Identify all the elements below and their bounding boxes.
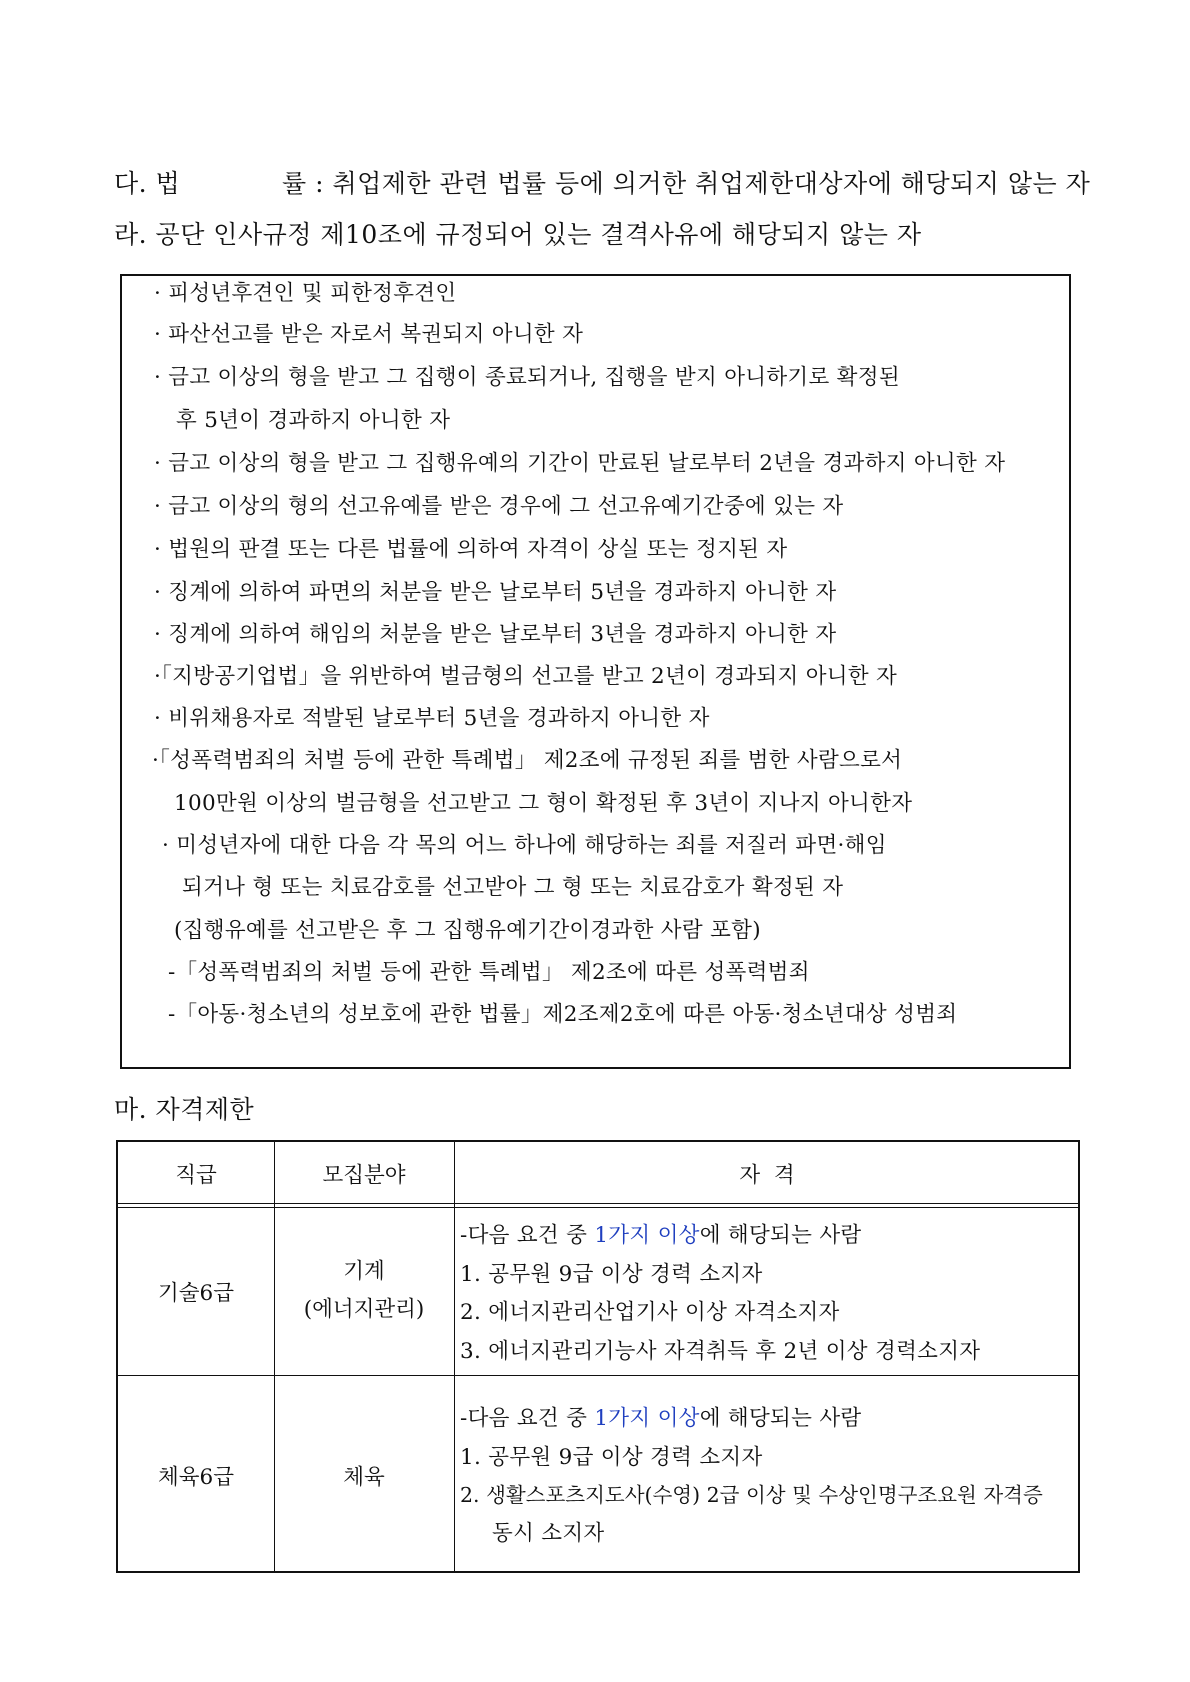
- disqualification-box: [120, 274, 1071, 1069]
- row1-requirement-item: 1. 공무원 9급 이상 경력 소지자: [460, 1262, 763, 1287]
- disqualification-line: · 미성년자에 대한 다음 각 목의 어느 하나에 해당하는 죄를 저질러 파면·해임: [162, 833, 887, 858]
- row1-field: 기계: [343, 1259, 385, 1284]
- row1-requirement-intro: [460, 1218, 861, 1249]
- heading-law-text: 률 : 취업제한 관련 법률 등에 의거한 취업제한대상자에 해당되지 않는 자: [282, 169, 1091, 198]
- disqualification-line: ·「지방공기업법」을 위반하여 벌금형의 선고를 받고 2년이 경과되지 아니한 자: [154, 664, 898, 689]
- qualification-table: [116, 1140, 1080, 1573]
- req-prefix: -다음 요건 중: [460, 1223, 595, 1248]
- disqualification-line: 100만원 이상의 벌금형을 선고받고 그 형이 확정된 후 3년이 지나지 아니한자: [174, 791, 913, 816]
- row2-requirement-item: 1. 공무원 9급 이상 경력 소지자: [460, 1445, 763, 1470]
- row2-field: 체육: [343, 1465, 385, 1490]
- row1-field-sub: (에너지관리): [303, 1297, 425, 1322]
- req-highlight: 1가지 이상: [594, 1406, 700, 1431]
- disqualification-line: 되거나 형 또는 치료감호를 선고받아 그 형 또는 치료감호가 확정된 자: [182, 875, 844, 900]
- req-suffix: 에 해당되는 사람: [699, 1406, 862, 1431]
- req-prefix: -다음 요건 중: [460, 1406, 595, 1431]
- table-divider: [118, 1207, 1078, 1208]
- req-suffix: 에 해당되는 사람: [699, 1223, 862, 1248]
- row2-grade: 체육6급: [158, 1465, 234, 1490]
- heading-law: [114, 164, 1090, 200]
- disqualification-line: ·「성폭력범죄의 처벌 등에 관한 특례법」 제2조에 규정된 죄를 범한 사람으로서: [152, 748, 903, 773]
- heading-disqualification: 라. 공단 인사규정 제10조에 규정되어 있는 결격사유에 해당되지 않는 자: [114, 220, 922, 249]
- disqualification-line: · 파산선고를 받은 자로서 복권되지 아니한 자: [154, 322, 584, 347]
- header-grade: 직급: [175, 1163, 217, 1188]
- req-highlight: 1가지 이상: [594, 1223, 700, 1248]
- disqualification-line: · 금고 이상의 형을 받고 그 집행이 종료되거나, 집행을 받지 아니하기로 확정된: [154, 365, 900, 390]
- header-qualification: 자 격: [739, 1163, 795, 1188]
- disqualification-line: · 비위채용자로 적발된 날로부터 5년을 경과하지 아니한 자: [154, 706, 710, 731]
- disqualification-line: · 피성년후견인 및 피한정후견인: [154, 281, 457, 306]
- row2-requirement-item: 2. 생활스포츠지도사(수영) 2급 이상 및 수상인명구조요원 자격증: [460, 1483, 1043, 1507]
- disqualification-line: · 금고 이상의 형의 선고유예를 받은 경우에 그 선고유예기간중에 있는 자: [154, 494, 844, 519]
- disqualification-line: (집행유예를 선고받은 후 그 집행유예기간이경과한 사람 포함): [174, 918, 761, 943]
- disqualification-line: 후 5년이 경과하지 아니한 자: [176, 408, 451, 433]
- row2-requirement-intro: [460, 1401, 861, 1432]
- disqualification-line: · 징계에 의하여 파면의 처분을 받은 날로부터 5년을 경과하지 아니한 자: [154, 580, 837, 605]
- disqualification-line: -「아동·청소년의 성보호에 관한 법률」제2조제2호에 따른 아동·청소년대상 성범죄: [168, 1002, 958, 1027]
- row1-grade: 기술6급: [158, 1281, 234, 1306]
- row1-requirement-item: 2. 에너지관리산업기사 이상 자격소지자: [460, 1300, 840, 1325]
- row2-requirement-item: 동시 소지자: [492, 1521, 605, 1546]
- disqualification-line: · 법원의 판결 또는 다른 법률에 의하여 자격이 상실 또는 정지된 자: [154, 537, 788, 562]
- heading-qualification: 마. 자격제한: [114, 1095, 255, 1124]
- disqualification-line: · 금고 이상의 형을 받고 그 집행유예의 기간이 만료된 날로부터 2년을 경과하지 아니한 자: [154, 451, 1006, 476]
- row1-requirement-item: 3. 에너지관리기능사 자격취득 후 2년 이상 경력소지자: [460, 1339, 981, 1364]
- heading-law-prefix: 다. 법: [114, 169, 181, 198]
- table-divider: [118, 1203, 1078, 1204]
- disqualification-line: -「성폭력범죄의 처벌 등에 관한 특례법」 제2조에 따른 성폭력범죄: [168, 960, 810, 985]
- disqualification-line: · 징계에 의하여 해임의 처분을 받은 날로부터 3년을 경과하지 아니한 자: [154, 622, 837, 647]
- table-divider: [118, 1375, 1078, 1376]
- header-field: 모집분야: [322, 1163, 406, 1188]
